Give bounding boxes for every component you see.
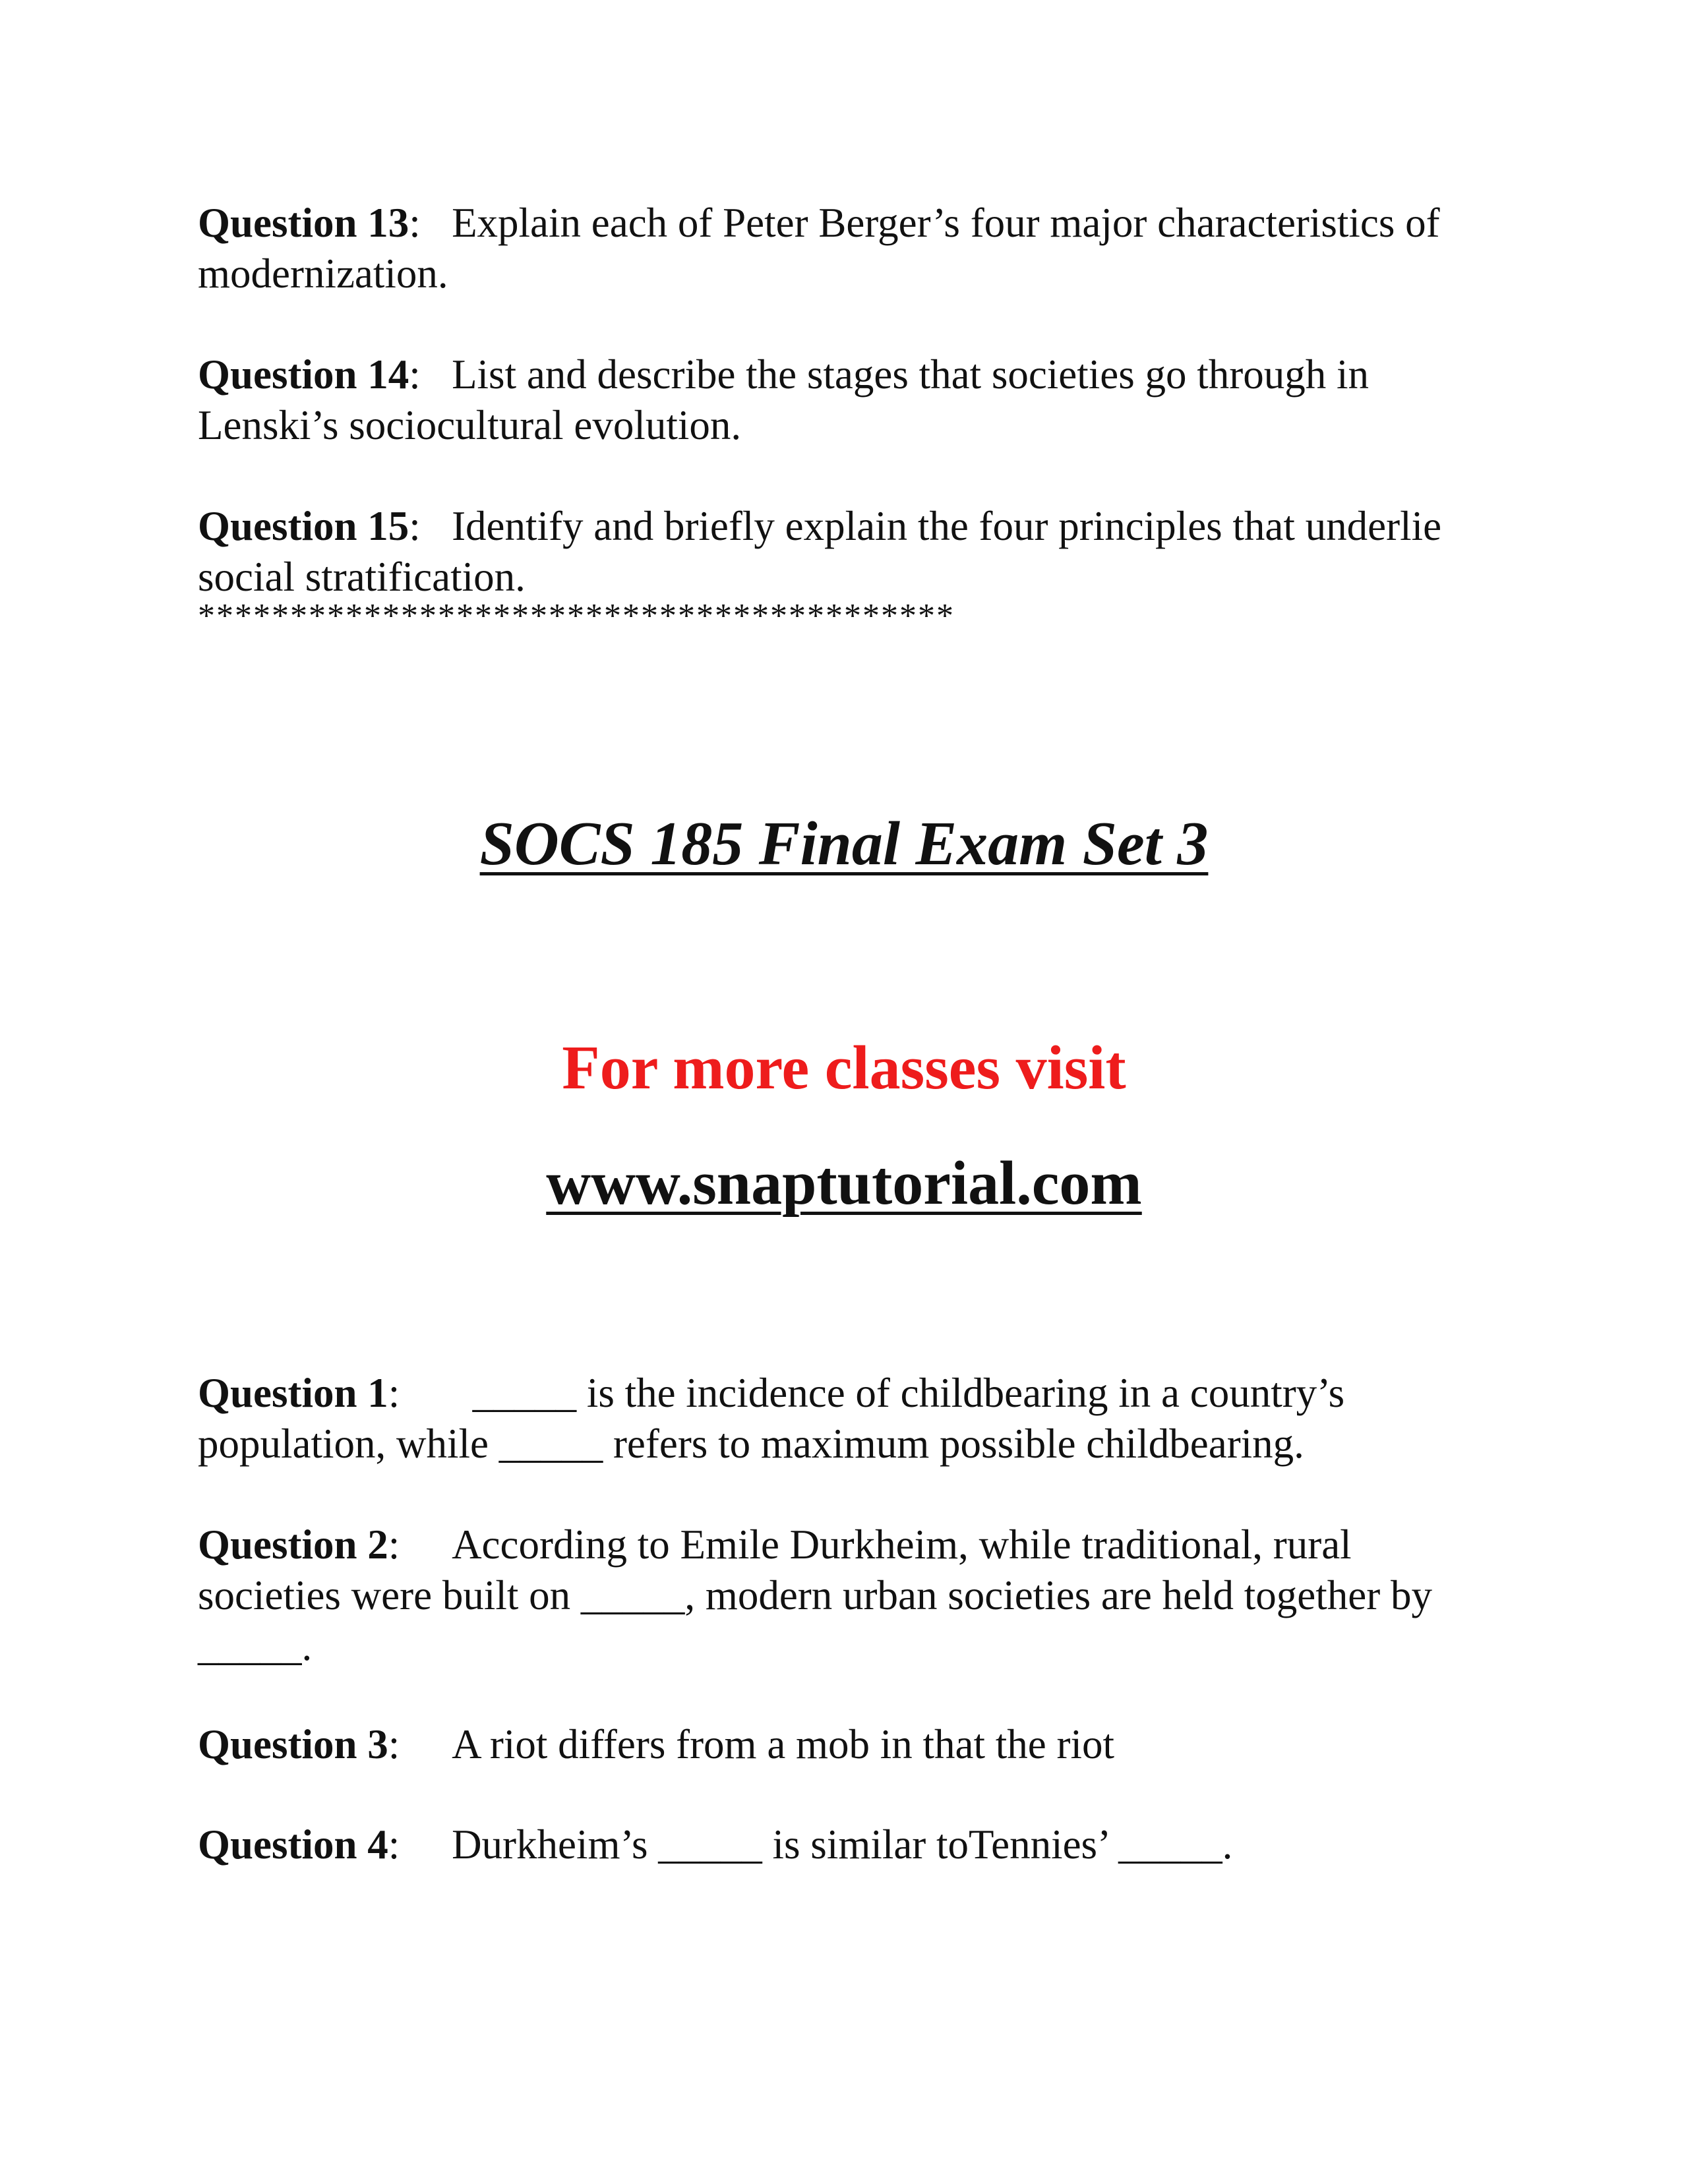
question-label: Question 1: [198, 1370, 388, 1416]
question-label: Question 4: [198, 1821, 388, 1868]
promo-text: For more classes visit: [562, 1034, 1126, 1102]
question-text: According to Emile Durkheim, while traditional, rural societies were built on _____, modern urban societies are held together by _____.: [198, 1521, 1432, 1669]
question-separator: :: [388, 1521, 400, 1568]
promo-link[interactable]: www.snaptutorial.com: [546, 1149, 1142, 1218]
question-text: _____ is the incidence of childbearing in a country’s population, while _____ refers to maximum possible childbearing.: [198, 1370, 1345, 1467]
question-label: Question 3: [198, 1721, 388, 1767]
question-text: Identify and briefly explain the four principles that underlie social stratification.: [198, 503, 1442, 600]
question-separator: :: [388, 1721, 400, 1767]
question-separator: :: [388, 1370, 400, 1416]
question-text: A riot differs from a mob in that the riot: [452, 1721, 1114, 1767]
question-separator: :: [409, 503, 421, 549]
question-2: [198, 1520, 1490, 1672]
question-14: [198, 349, 1490, 451]
question-label: Question 13: [198, 200, 409, 246]
question-label: Question 2: [198, 1521, 388, 1568]
question-text: List and describe the stages that societies go through in Lenski’s sociocultural evolution.: [198, 351, 1369, 448]
question-15: [198, 501, 1490, 603]
question-label: Question 15: [198, 503, 409, 549]
question-4: [198, 1819, 1490, 1870]
question-text: Explain each of Peter Berger’s four major characteristics of modernization.: [198, 200, 1440, 297]
question-label: Question 14: [198, 351, 409, 398]
asterisk-separator: *****************************************: [198, 597, 955, 635]
question-text: Durkheim’s _____ is similar toTennies’ _____.: [452, 1821, 1233, 1868]
question-separator: :: [409, 351, 421, 398]
question-1: [198, 1368, 1490, 1469]
question-3: [198, 1719, 1490, 1770]
question-13: [198, 198, 1490, 299]
question-separator: :: [409, 200, 421, 246]
question-separator: :: [388, 1821, 400, 1868]
exam-title: SOCS 185 Final Exam Set 3: [479, 810, 1209, 878]
